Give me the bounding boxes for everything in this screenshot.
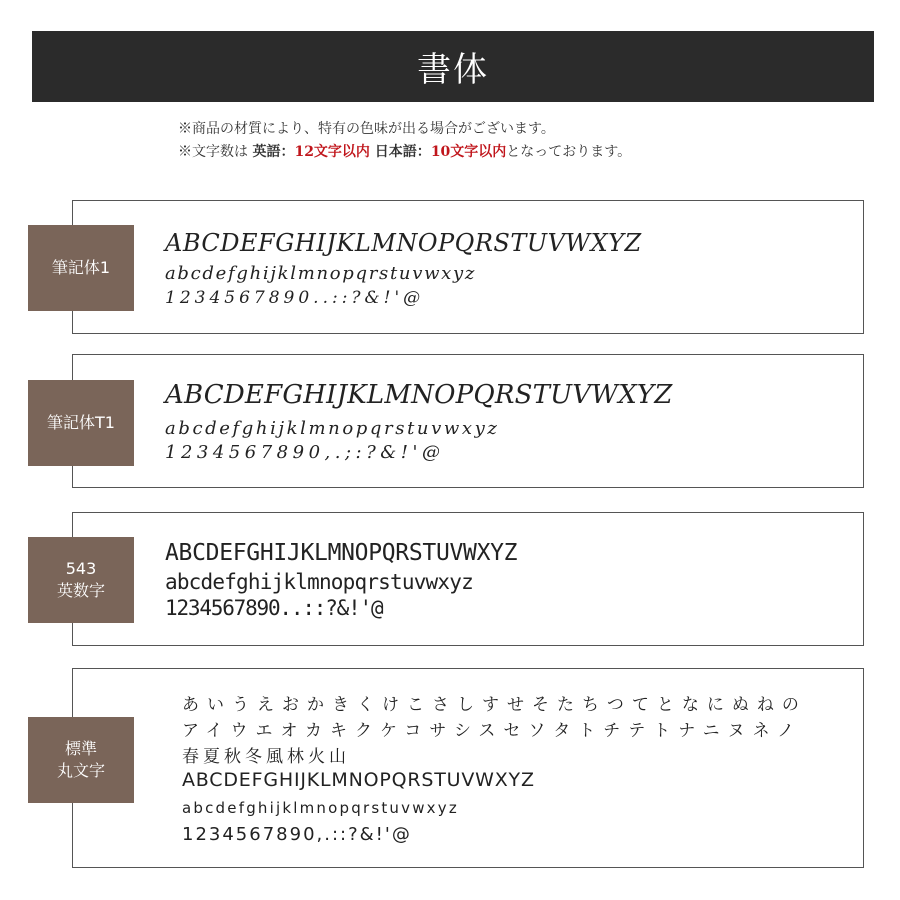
- note-japanese-label: 日本語：: [369, 144, 431, 160]
- font-label-script-t1: [28, 380, 134, 466]
- note-char-limit: [178, 141, 818, 164]
- note-material: ※商品の材質により、特有の色味が出る場合がございます。: [178, 121, 555, 137]
- font-label-line2: 英数字: [56, 581, 105, 600]
- font-sample-digits: 1234567890,.::?&!'@: [182, 824, 412, 845]
- note-char-limit-prefix: ※文字数は: [178, 144, 253, 160]
- section-header: [32, 31, 874, 102]
- font-sample-uppercase: ABCDEFGHIJKLMNOPQRSTUVWXYZ: [165, 380, 673, 410]
- font-label-line1: 筆記体T1: [47, 413, 115, 432]
- font-sample-digits: 1234567890,.;:?&!'@: [165, 442, 445, 463]
- font-sample-lowercase: abcdefghijklmnopqrstuvwxyz: [165, 570, 473, 594]
- font-sample-lowercase: abcdefghijklmnopqrstuvwxyz: [182, 799, 459, 817]
- font-sample-lowercase: abcdefghijklmnopqrstuvwxyz: [165, 418, 500, 439]
- font-sample-uppercase: ABCDEFGHIJKLMNOPQRSTUVWXYZ: [182, 769, 535, 791]
- font-label-line1: 標準: [64, 739, 97, 758]
- section-title: 書体: [417, 50, 489, 90]
- font-sample-katakana: アイウエオカキクケコサシスセソタトチテトナニヌネノ: [182, 721, 803, 741]
- font-label-543-alnum: [28, 537, 134, 623]
- font-label-line1: 543: [65, 559, 97, 578]
- font-label-line1: 筆記体1: [51, 258, 111, 277]
- font-label-line2: 丸文字: [56, 761, 105, 780]
- note-char-limit-suffix: となっております。: [506, 144, 632, 160]
- note-japanese-limit: 10文字以内: [430, 144, 507, 160]
- font-sample-uppercase: ABCDEFGHIJKLMNOPQRSTUVWXYZ: [165, 229, 642, 257]
- font-label-script1: [28, 225, 134, 311]
- note-english-label: 英語：: [252, 144, 295, 160]
- note-english-limit: 12文字以内: [294, 144, 370, 160]
- notes-block: [178, 118, 818, 164]
- font-sample-digits: 1234567890..::?&!'@: [165, 596, 383, 620]
- font-sample-kanji: 春夏秋冬風林火山: [182, 747, 350, 767]
- font-label-standard-round: [28, 717, 134, 803]
- font-sample-lowercase: abcdefghijklmnopqrstuvwxyz: [165, 263, 477, 284]
- font-sample-hiragana: あいうえおかきくけこさしすせそたちつてとなにぬねの: [182, 695, 807, 715]
- font-sample-uppercase: ABCDEFGHIJKLMNOPQRSTUVWXYZ: [165, 540, 518, 566]
- font-sample-digits: 1234567890..::?&!'@: [165, 288, 425, 308]
